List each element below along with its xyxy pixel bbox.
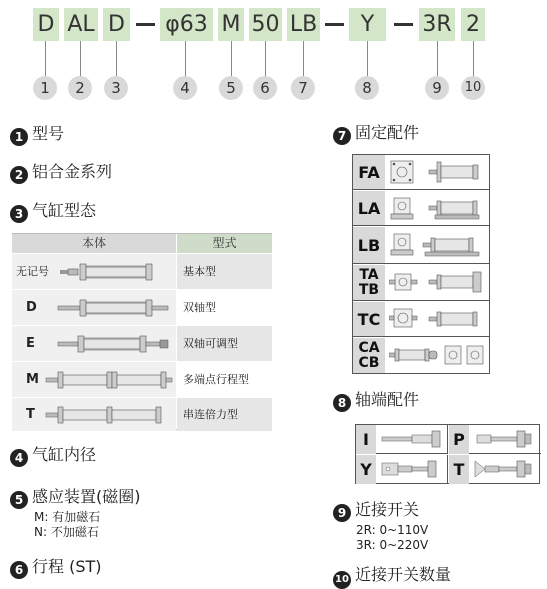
code-dash bbox=[325, 23, 344, 26]
mount-code: LB bbox=[353, 227, 385, 263]
section-7-title bbox=[333, 123, 419, 145]
code-number-3: 3 bbox=[104, 76, 128, 100]
code-number-6: 6 bbox=[253, 76, 277, 100]
mount-la-icon bbox=[389, 194, 485, 224]
badge-7: 7 bbox=[333, 127, 351, 145]
row-type: 串连倍力型 bbox=[177, 398, 272, 431]
section-9-label: 近接开关 bbox=[355, 500, 420, 519]
row-type: 双轴可调型 bbox=[177, 326, 272, 362]
code-segment-3: D bbox=[103, 8, 130, 41]
mounting-table bbox=[352, 154, 490, 374]
badge-8: 8 bbox=[333, 394, 351, 412]
mount-row-tc bbox=[353, 302, 489, 337]
code-segment-10: 2 bbox=[461, 8, 485, 41]
table-row bbox=[12, 361, 272, 397]
mount-fa-icon bbox=[389, 158, 485, 188]
mount-row-la bbox=[353, 191, 489, 226]
badge-6: 6 bbox=[10, 561, 28, 579]
code-segment-2: AL bbox=[64, 8, 98, 41]
code-number-8: 8 bbox=[355, 76, 379, 100]
cylinder-basic-icon bbox=[56, 258, 171, 286]
section-4-label: 气缸内径 bbox=[32, 445, 97, 464]
magnet-option-m: M: 有加磁石 bbox=[34, 510, 101, 524]
row-type: 基本型 bbox=[177, 254, 272, 290]
rod-cell-t bbox=[449, 455, 541, 484]
section-3-label: 气缸型态 bbox=[32, 201, 97, 220]
section-8-title bbox=[333, 390, 419, 412]
table-row bbox=[12, 253, 272, 289]
row-code: D bbox=[26, 300, 37, 315]
mount-code: LA bbox=[353, 191, 385, 225]
section-1-label: 型号 bbox=[32, 124, 65, 143]
code-number-4: 4 bbox=[173, 76, 197, 100]
cylinder-multi-position-icon bbox=[44, 366, 174, 394]
rod-end-table bbox=[355, 424, 540, 484]
section-7-label: 固定配件 bbox=[355, 123, 420, 142]
badge-5: 5 bbox=[10, 491, 28, 509]
code-number-9: 9 bbox=[425, 76, 449, 100]
badge-2: 2 bbox=[10, 166, 28, 184]
rod-end-i-icon bbox=[380, 428, 444, 450]
mount-row-ca-cb bbox=[353, 338, 489, 373]
section-2-label: 铝合金系列 bbox=[32, 162, 113, 181]
section-3-title bbox=[10, 201, 96, 223]
code-number-2: 2 bbox=[68, 76, 92, 100]
badge-1: 1 bbox=[10, 128, 28, 146]
switch-option-2r: 2R: 0~110V bbox=[356, 523, 429, 537]
table-row bbox=[12, 397, 272, 430]
section-10-title bbox=[333, 565, 451, 589]
row-code: 无记号 bbox=[16, 265, 49, 278]
mount-row-ta-tb bbox=[353, 265, 489, 301]
section-8-label: 轴端配件 bbox=[355, 390, 420, 409]
row-type: 多端点行程型 bbox=[177, 362, 272, 398]
mount-lb-icon bbox=[389, 230, 485, 260]
row-code: T bbox=[26, 407, 35, 422]
mount-code: CA CB bbox=[353, 338, 385, 373]
rod-cell-y bbox=[356, 455, 448, 484]
section-6-title bbox=[10, 557, 102, 579]
code-number-7: 7 bbox=[291, 76, 315, 100]
badge-3: 3 bbox=[10, 205, 28, 223]
header-body: 本体 bbox=[12, 234, 176, 253]
section-1-title bbox=[10, 124, 64, 146]
code-segment-1: D bbox=[33, 8, 59, 41]
rod-cell-p bbox=[449, 425, 541, 454]
rod-end-y-icon bbox=[380, 458, 444, 480]
code-dash bbox=[136, 23, 155, 26]
row-code: M bbox=[26, 372, 39, 387]
code-number-1: 1 bbox=[33, 76, 57, 100]
header-type: 型式 bbox=[177, 234, 272, 253]
mount-ta-tb-icon bbox=[389, 268, 489, 298]
code-segment-8: Y bbox=[349, 8, 386, 41]
cylinder-tandem-icon bbox=[44, 401, 174, 429]
row-code: E bbox=[26, 336, 35, 351]
badge-10: 10 bbox=[333, 571, 351, 589]
table-row bbox=[12, 325, 272, 361]
mount-code: TC bbox=[353, 302, 385, 336]
section-4-title bbox=[10, 445, 96, 467]
rod-end-t-icon bbox=[473, 458, 537, 480]
badge-4: 4 bbox=[10, 449, 28, 467]
section-5-label: 感应装置(磁圈) bbox=[32, 487, 141, 506]
mount-code: FA bbox=[353, 155, 385, 189]
rod-end-p-icon bbox=[473, 428, 537, 450]
magnet-option-n: N: 不加磁石 bbox=[34, 525, 99, 539]
badge-9: 9 bbox=[333, 504, 351, 522]
rod-cell-i bbox=[356, 425, 448, 454]
mount-row-fa bbox=[353, 155, 489, 190]
rod-code: Y bbox=[356, 455, 376, 484]
rod-code: I bbox=[356, 425, 376, 454]
switch-option-3r: 3R: 0~220V bbox=[356, 538, 429, 552]
cylinder-adjustable-icon bbox=[56, 330, 171, 358]
table-row bbox=[12, 289, 272, 325]
section-6-label: 行程 (ST) bbox=[32, 557, 102, 576]
cylinder-type-table bbox=[12, 233, 272, 430]
code-segment-5: M bbox=[218, 8, 244, 41]
code-dash bbox=[394, 23, 413, 26]
mount-code: TA TB bbox=[353, 265, 385, 300]
mount-ca-cb-icon bbox=[389, 341, 489, 371]
section-2-title bbox=[10, 162, 112, 184]
code-number-10: 10 bbox=[461, 76, 485, 100]
section-5-title bbox=[10, 487, 141, 509]
row-type: 双轴型 bbox=[177, 290, 272, 326]
code-segment-7: LB bbox=[287, 8, 320, 41]
section-10-label: 近接开关数量 bbox=[355, 565, 452, 584]
model-code-row bbox=[0, 0, 547, 100]
code-segment-9: 3R bbox=[419, 8, 455, 41]
rod-code: P bbox=[449, 425, 469, 454]
mount-tc-icon bbox=[389, 305, 485, 335]
cylinder-double-rod-icon bbox=[56, 294, 171, 322]
code-number-5: 5 bbox=[219, 76, 243, 100]
mount-row-lb bbox=[353, 227, 489, 264]
section-9-title bbox=[333, 500, 419, 522]
code-segment-4: φ63 bbox=[160, 8, 213, 41]
code-segment-6: 50 bbox=[249, 8, 282, 41]
rod-code: T bbox=[449, 455, 469, 484]
